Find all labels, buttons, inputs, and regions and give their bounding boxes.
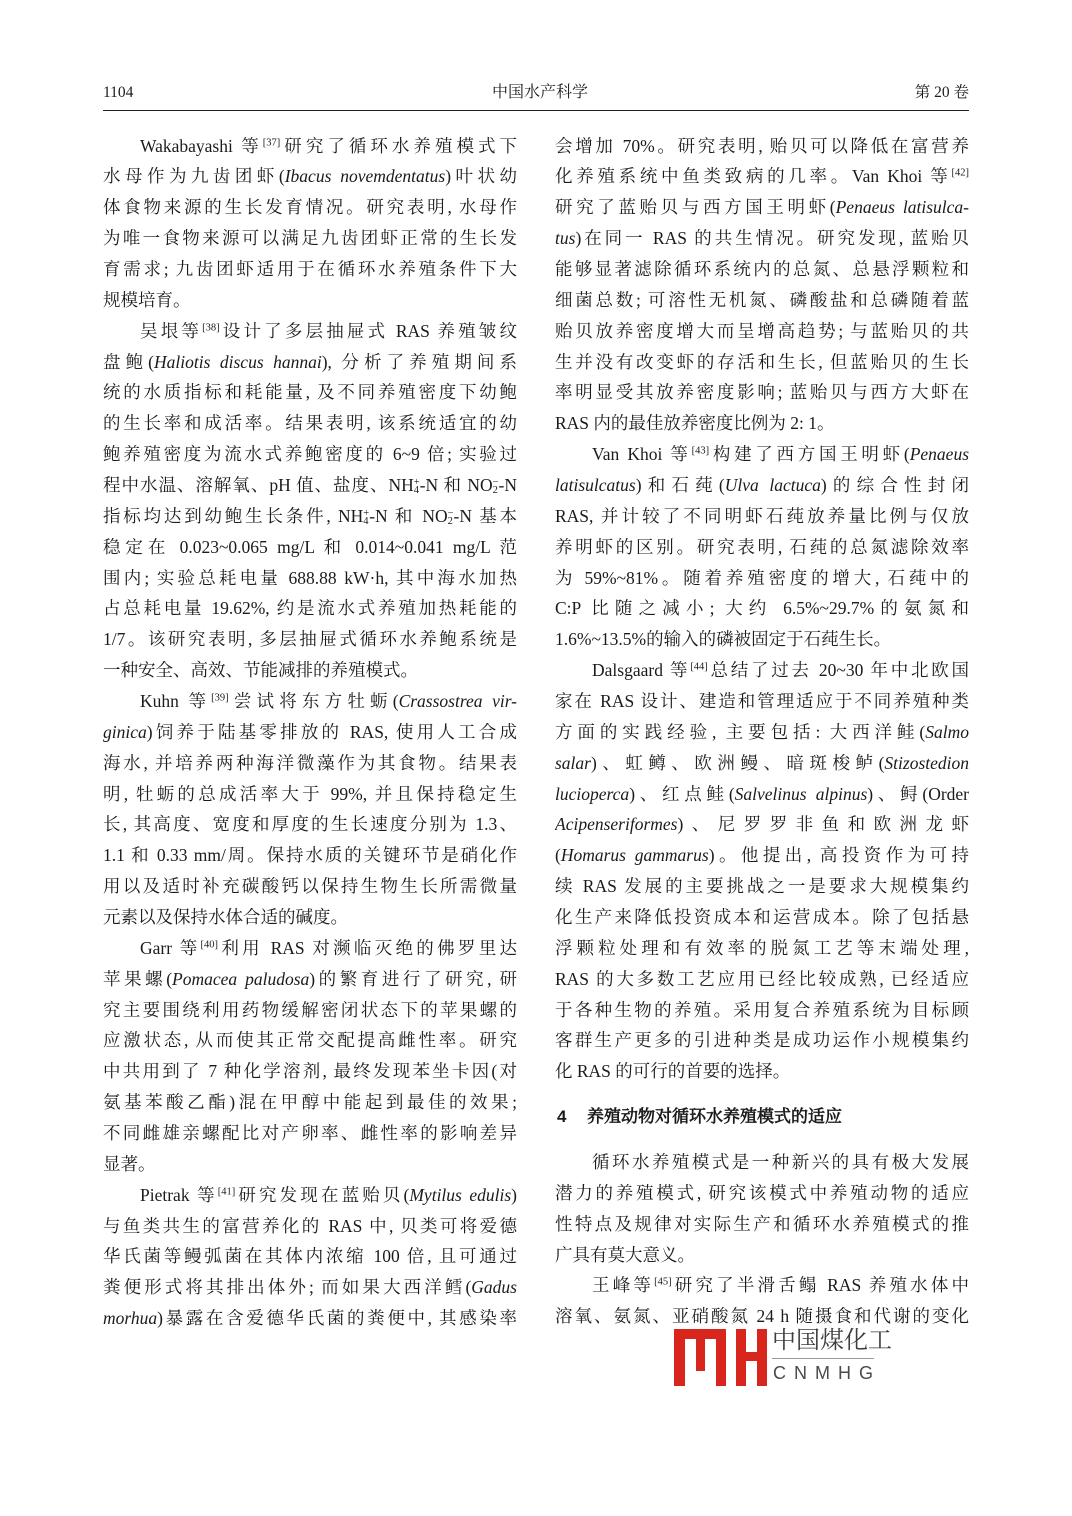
text-run: -N 基本	[453, 505, 517, 526]
text-run: )	[511, 1184, 517, 1205]
text-line	[555, 1025, 969, 1056]
text-run: 广具有莫大意义。	[555, 1244, 695, 1265]
text-line	[103, 1025, 517, 1056]
text-line	[555, 192, 969, 223]
paragraph	[555, 1147, 969, 1270]
italic-species-name: salar	[555, 752, 591, 773]
text-line	[555, 809, 969, 840]
text-run: -N	[498, 474, 517, 495]
text-line	[555, 902, 969, 933]
left-column	[103, 131, 517, 1335]
text-line	[555, 377, 969, 408]
text-line	[103, 1056, 517, 1087]
watermark-rule	[772, 1358, 874, 1359]
text-line	[103, 1272, 517, 1303]
text-line	[555, 748, 969, 779]
citation-ref: [42]	[951, 168, 969, 180]
text-run: Dalsgaard 等	[592, 660, 691, 681]
text-line	[555, 439, 969, 470]
text-run: 生并没有改变虾的存活和生长, 但蓝贻贝的生长	[555, 351, 969, 372]
text-line	[555, 161, 969, 192]
text-run: 显著。	[103, 1153, 156, 1174]
text-line	[103, 131, 517, 162]
text-line	[555, 532, 969, 563]
text-line	[103, 840, 517, 871]
text-run: 1.1 和 0.33 mm/周。保持水质的关键环节是硝化作	[103, 845, 517, 866]
subscript: 2	[492, 485, 498, 497]
text-run: 的生长率和成活率。结果表明, 该系统适宜的幼	[103, 413, 517, 434]
text-run: 性特点及规律对实际生产和循环水养殖模式的推	[555, 1213, 969, 1234]
text-run: 究主要围绕利用药物缓解密闭状态下的苹果螺的	[103, 999, 517, 1020]
text-line	[555, 1147, 969, 1178]
text-run: )的繁育进行了研究, 研	[309, 968, 517, 989]
text-run: 稳定在 0.023~0.065 mg/L 和 0.014~0.041 mg/L 范	[103, 536, 517, 557]
superscript: +	[413, 476, 420, 488]
text-run: )、虹鳟、欧洲鳗、暗斑梭鲈(	[590, 752, 885, 773]
section-title: 养殖动物对循环水养殖模式的适应	[587, 1107, 842, 1127]
text-line	[555, 779, 969, 810]
watermark	[670, 1326, 890, 1390]
text-line	[103, 995, 517, 1026]
text-line	[103, 254, 517, 285]
text-line	[555, 316, 969, 347]
text-run: 能够显著滤除循环系统内的总氮、总悬浮颗粒和	[555, 258, 969, 279]
text-line	[555, 563, 969, 594]
text-run: 为 59%~81%。随着养殖密度的增大, 石莼中的	[555, 567, 969, 588]
logo-stroke-m-right	[716, 1329, 726, 1386]
text-run: 与鱼类共生的富营养化的 RAS 中, 贝类可将爱德	[103, 1215, 517, 1236]
italic-species-name: Pomacea paludosa	[172, 968, 310, 989]
text-run: 鲍养殖密度为流水式养鲍密度的 6~9 倍; 实验过	[103, 444, 517, 465]
text-line	[103, 593, 517, 624]
text-run: 潜力的养殖模式, 研究该模式中养殖动物的适应	[555, 1182, 969, 1203]
text-run: 1.6%~13.5%的输入的磷被固定于石莼生长。	[555, 629, 892, 650]
text-line	[103, 408, 517, 439]
italic-species-name: Acipenseriformes	[555, 814, 678, 835]
text-line	[103, 1211, 517, 1242]
italic-species-name: Stizostedion	[884, 752, 969, 773]
text-run: 研究发现在蓝贻贝(	[235, 1184, 410, 1205]
citation-ref: [37]	[262, 137, 281, 149]
italic-species-name: latisulcatus	[555, 474, 636, 495]
text-line	[555, 1056, 969, 1087]
italic-species-name: Mytilus edulis	[409, 1184, 512, 1205]
text-run: 不同雌雄亲螺配比对产卵率、雌性率的影响差异	[103, 1123, 517, 1143]
text-line	[555, 1240, 969, 1271]
text-line	[103, 316, 517, 347]
text-run: 程中水温、溶解氧、pH 值、盐度、NH	[103, 474, 414, 495]
subscript: 4	[363, 515, 369, 527]
text-line	[103, 192, 517, 223]
text-run: 研究了半滑舌鳎 RAS 养殖水体中	[671, 1275, 969, 1296]
italic-species-name: Salvelinus alpinus	[734, 783, 868, 804]
citation-ref: [39]	[211, 692, 229, 704]
text-run: -N 和 NO	[419, 474, 493, 495]
text-run: 研究了循环水养殖模式下	[280, 135, 517, 156]
superscript: +	[363, 507, 370, 519]
text-run: 方面的实践经验, 主要包括: 大西洋鲑(	[555, 721, 926, 742]
text-line	[555, 593, 969, 624]
text-run: 客群生产更多的引进种类是成功运作小规模集约	[555, 1030, 969, 1051]
citation-ref: [38]	[202, 322, 220, 334]
text-run: 浮颗粒处理和有效率的脱氮工艺等末端处理,	[555, 937, 969, 958]
text-run: 循环水养殖模式是一种新兴的具有极大发展	[592, 1152, 969, 1172]
paragraph	[103, 933, 517, 1180]
text-line	[103, 501, 517, 532]
text-run: 统的水质指标和耗能量, 及不同养殖密度下幼鲍	[103, 382, 517, 403]
text-line	[103, 871, 517, 902]
italic-species-name: Ibacus novemdentatus	[284, 166, 446, 187]
text-line	[555, 470, 969, 501]
text-line	[103, 1180, 517, 1211]
watermark-name-en: CNMHG	[773, 1363, 881, 1383]
text-run: )。他提出, 高投资作为可持	[708, 845, 969, 866]
superscript: −	[492, 476, 499, 488]
citation-ref: [41]	[217, 1186, 236, 1198]
text-line	[103, 748, 517, 779]
logo-stroke-m-middle	[696, 1329, 705, 1371]
text-run: 水母作为九齿团虾(	[103, 166, 285, 187]
italic-species-name: Homarus gammarus	[560, 845, 709, 866]
text-line	[555, 1209, 969, 1240]
citation-ref: [44]	[690, 661, 708, 673]
italic-species-name: Haliotis discus hannai	[154, 351, 322, 372]
watermark-name-cn: 中国煤化工	[772, 1327, 892, 1354]
logo-stroke-h-right	[757, 1329, 767, 1386]
text-line	[103, 717, 517, 748]
text-run: 华氏菌等鳗弧菌在其体内浓缩 100 倍, 且可通过	[103, 1246, 517, 1267]
text-run: )在同一 RAS 的共生情况。研究发现, 蓝贻贝	[575, 228, 969, 249]
text-run: 化 RAS 的可行的首要的选择。	[555, 1061, 791, 1082]
text-line	[555, 871, 969, 902]
text-run: 体食物来源的生长发育情况。研究表明, 水母作	[103, 197, 517, 218]
text-run: )暴露在含爱德华氏菌的粪便中, 其感染率	[157, 1308, 517, 1329]
text-line	[555, 686, 969, 717]
italic-species-name: Penaeus	[909, 444, 969, 465]
text-line	[555, 840, 969, 871]
text-run: 粪便形式将其排出体外; 而如果大西洋鳕(	[103, 1277, 472, 1298]
text-run: 总结了过去 20~30 年中北欧国	[707, 660, 969, 681]
text-line	[103, 1149, 517, 1180]
right-column	[555, 131, 969, 1333]
text-run: 氨基苯酸乙酯)混在甲醇中能起到最佳的效果;	[103, 1092, 517, 1113]
text-line	[555, 285, 969, 316]
text-run: RAS 内的最佳放养密度比例为 2: 1。	[555, 413, 835, 434]
text-run: 苹果螺(	[103, 968, 173, 989]
text-line	[103, 285, 517, 316]
text-run: 研究了蓝贻贝与西方国王明虾(	[555, 197, 836, 218]
text-run: 于各种生物的养殖。采用复合养殖系统为目标顾	[555, 999, 969, 1020]
text-run: 率明显受其放养密度影响; 蓝贻贝与西方大虾在	[555, 382, 969, 403]
text-line	[103, 347, 517, 378]
section-heading	[555, 1102, 969, 1133]
section-number: 4	[557, 1107, 567, 1127]
text-line	[555, 501, 969, 532]
italic-species-name: Crassostrea vir-	[398, 690, 517, 711]
text-line	[555, 223, 969, 254]
text-run: )饲养于陆基零排放的 RAS, 使用人工合成	[146, 721, 517, 742]
text-run: )、尼罗罗非鱼和欧洲龙虾	[677, 814, 969, 835]
text-run: 养明虾的区别。研究表明, 石莼的总氮滤除效率	[555, 536, 969, 557]
italic-species-name: lucioperca	[555, 783, 630, 804]
text-line	[103, 809, 517, 840]
text-line	[555, 131, 969, 162]
text-line	[555, 995, 969, 1026]
text-line	[555, 347, 969, 378]
italic-species-name: Gadus	[471, 1277, 517, 1298]
text-run: RAS, 并计较了不同明虾石莼放养量比例与仅放	[555, 505, 969, 526]
text-run: 构建了西方国王明虾(	[709, 444, 910, 465]
citation-ref: [45]	[654, 1277, 672, 1289]
paragraph	[555, 131, 969, 440]
text-line	[103, 655, 517, 686]
italic-species-name: Salmo	[925, 721, 969, 742]
paragraph	[555, 1270, 969, 1332]
text-run: -N 和 NO	[369, 505, 448, 526]
text-line	[103, 964, 517, 995]
text-run: Kuhn 等	[140, 690, 212, 711]
text-line	[103, 470, 517, 501]
watermark-logo-icon	[670, 1326, 770, 1388]
header-rule	[103, 110, 969, 111]
text-line	[103, 377, 517, 408]
text-line	[555, 933, 969, 964]
text-run: 规模培育。	[103, 289, 191, 310]
italic-species-name: tus	[555, 228, 576, 249]
paragraph	[103, 131, 517, 316]
text-line	[103, 1303, 517, 1334]
text-run: 家在 RAS 设计、建造和管理适应于不同养殖种类	[555, 690, 969, 711]
text-run: 明, 牡蛎的总成活率大于 99%, 并且保持稳定生	[103, 783, 517, 804]
text-run: 利用 RAS 对濒临灭绝的佛罗里达	[218, 937, 517, 958]
text-line	[555, 1178, 969, 1209]
italic-species-name: ginica	[103, 721, 147, 742]
subscript: 4	[413, 485, 419, 497]
journal-title: 中国水产科学	[491, 84, 588, 101]
text-line	[103, 161, 517, 192]
text-line	[103, 532, 517, 563]
text-line	[103, 1241, 517, 1272]
paragraph	[555, 655, 969, 1087]
text-run: )、红点鲑(	[629, 783, 735, 804]
text-run: Wakabayashi 等	[140, 135, 263, 156]
paragraph	[103, 1180, 517, 1334]
text-run: 续 RAS 发展的主要挑战之一是要求大规模集约	[555, 876, 969, 897]
text-line	[103, 223, 517, 254]
text-run: 会增加 70%。研究表明, 贻贝可以降低在富营养	[555, 135, 969, 156]
text-run: 细菌总数; 可溶性无机氮、磷酸盐和总磷随着蓝	[555, 289, 969, 310]
text-line	[103, 1087, 517, 1118]
text-line	[103, 686, 517, 717]
citation-ref: [43]	[691, 445, 710, 457]
text-run: 化养殖系统中鱼类致病的几率。Van Khoi 等	[555, 166, 952, 187]
text-run: 为唯一食物来源可以满足九齿团虾正常的生长发	[103, 228, 517, 249]
text-run: 用以及适时补充碳酸钙以保持生物生长所需微量	[103, 876, 517, 897]
text-run: 贻贝放养密度增大而呈增高趋势; 与蓝贻贝的共	[555, 320, 969, 341]
text-line	[555, 624, 969, 655]
italic-species-name: morhua	[103, 1308, 158, 1329]
text-run: 指标均达到幼鲍生长条件, NH	[103, 505, 364, 526]
text-run: RAS 的大多数工艺应用已经比较成熟, 已经适应	[555, 968, 969, 989]
text-line	[103, 1118, 517, 1149]
text-run: 占总耗电量 19.62%, 约是流水式养殖加热耗能的	[103, 598, 517, 619]
text-line	[103, 933, 517, 964]
italic-species-name: Ulva lactuca	[724, 474, 821, 495]
text-run: ), 分析了养殖期间系	[321, 351, 517, 372]
text-run: Van Khoi 等	[592, 444, 692, 465]
text-line	[103, 779, 517, 810]
text-line	[555, 655, 969, 686]
subscript: 2	[447, 515, 453, 527]
text-line	[555, 717, 969, 748]
text-run: )、鲟(Order	[867, 783, 969, 804]
superscript: −	[447, 507, 454, 519]
text-run: 尝试将东方牡蛎(	[228, 690, 399, 711]
citation-ref: [40]	[200, 939, 219, 951]
text-line	[555, 1270, 969, 1301]
text-run: Pietrak 等	[140, 1184, 218, 1205]
text-line	[103, 624, 517, 655]
text-run: 长, 其高度、宽度和厚度的生长速度分别为 1.3、	[103, 814, 517, 835]
text-run: 中共用到了 7 种化学溶剂, 最终发现苯坐卡因(对	[103, 1061, 517, 1082]
text-run: 化生产来降低投资成本和运营成本。除了包括悬	[555, 906, 969, 927]
text-run: )和石莼(	[635, 474, 725, 495]
volume-label: 第 20 卷	[914, 84, 969, 101]
text-line	[555, 964, 969, 995]
text-run: 吴垠等	[140, 320, 203, 341]
text-line	[555, 254, 969, 285]
paragraph	[103, 686, 517, 933]
text-run: )叶状幼	[445, 166, 517, 187]
text-line	[103, 902, 517, 933]
text-run: 育需求; 九齿团虾适用于在循环水养殖条件下大	[103, 258, 517, 279]
text-run: 应激状态, 从而使其正常交配提高雌性率。研究	[103, 1030, 517, 1051]
text-run: Garr 等	[140, 937, 201, 958]
text-run: 设计了多层抽屉式 RAS 养殖皱纹	[219, 320, 517, 341]
text-run: 盘鲍(	[103, 351, 155, 372]
text-run: 围内; 实验总耗电量 688.88 kW·h, 其中海水加热	[103, 567, 517, 588]
paragraph	[103, 316, 517, 686]
text-run: )的综合性封闭	[820, 474, 969, 495]
text-run: C:P 比随之减小; 大约 6.5%~29.7%的氨氮和	[555, 598, 969, 619]
text-run: 溶氧、氨氮、亚硝酸氮 24 h 随摄食和代谢的变化	[555, 1306, 969, 1327]
text-run: 一种安全、高效、节能减排的养殖模式。	[103, 660, 418, 681]
text-run: (	[555, 845, 561, 866]
italic-species-name: Penaeus latisulca-	[835, 197, 969, 218]
text-line	[103, 563, 517, 594]
page-number: 1104	[103, 84, 134, 101]
text-line	[103, 439, 517, 470]
text-run: 元素以及保持水体合适的碱度。	[103, 906, 348, 927]
text-run: 海水, 并培养两种海洋微藻作为其食物。结果表	[103, 752, 517, 773]
paragraph	[555, 439, 969, 655]
text-line	[555, 408, 969, 439]
text-run: 1/7。该研究表明, 多层抽屉式循环水养鲍系统是	[103, 629, 517, 650]
text-run: 王峰等	[592, 1275, 655, 1296]
